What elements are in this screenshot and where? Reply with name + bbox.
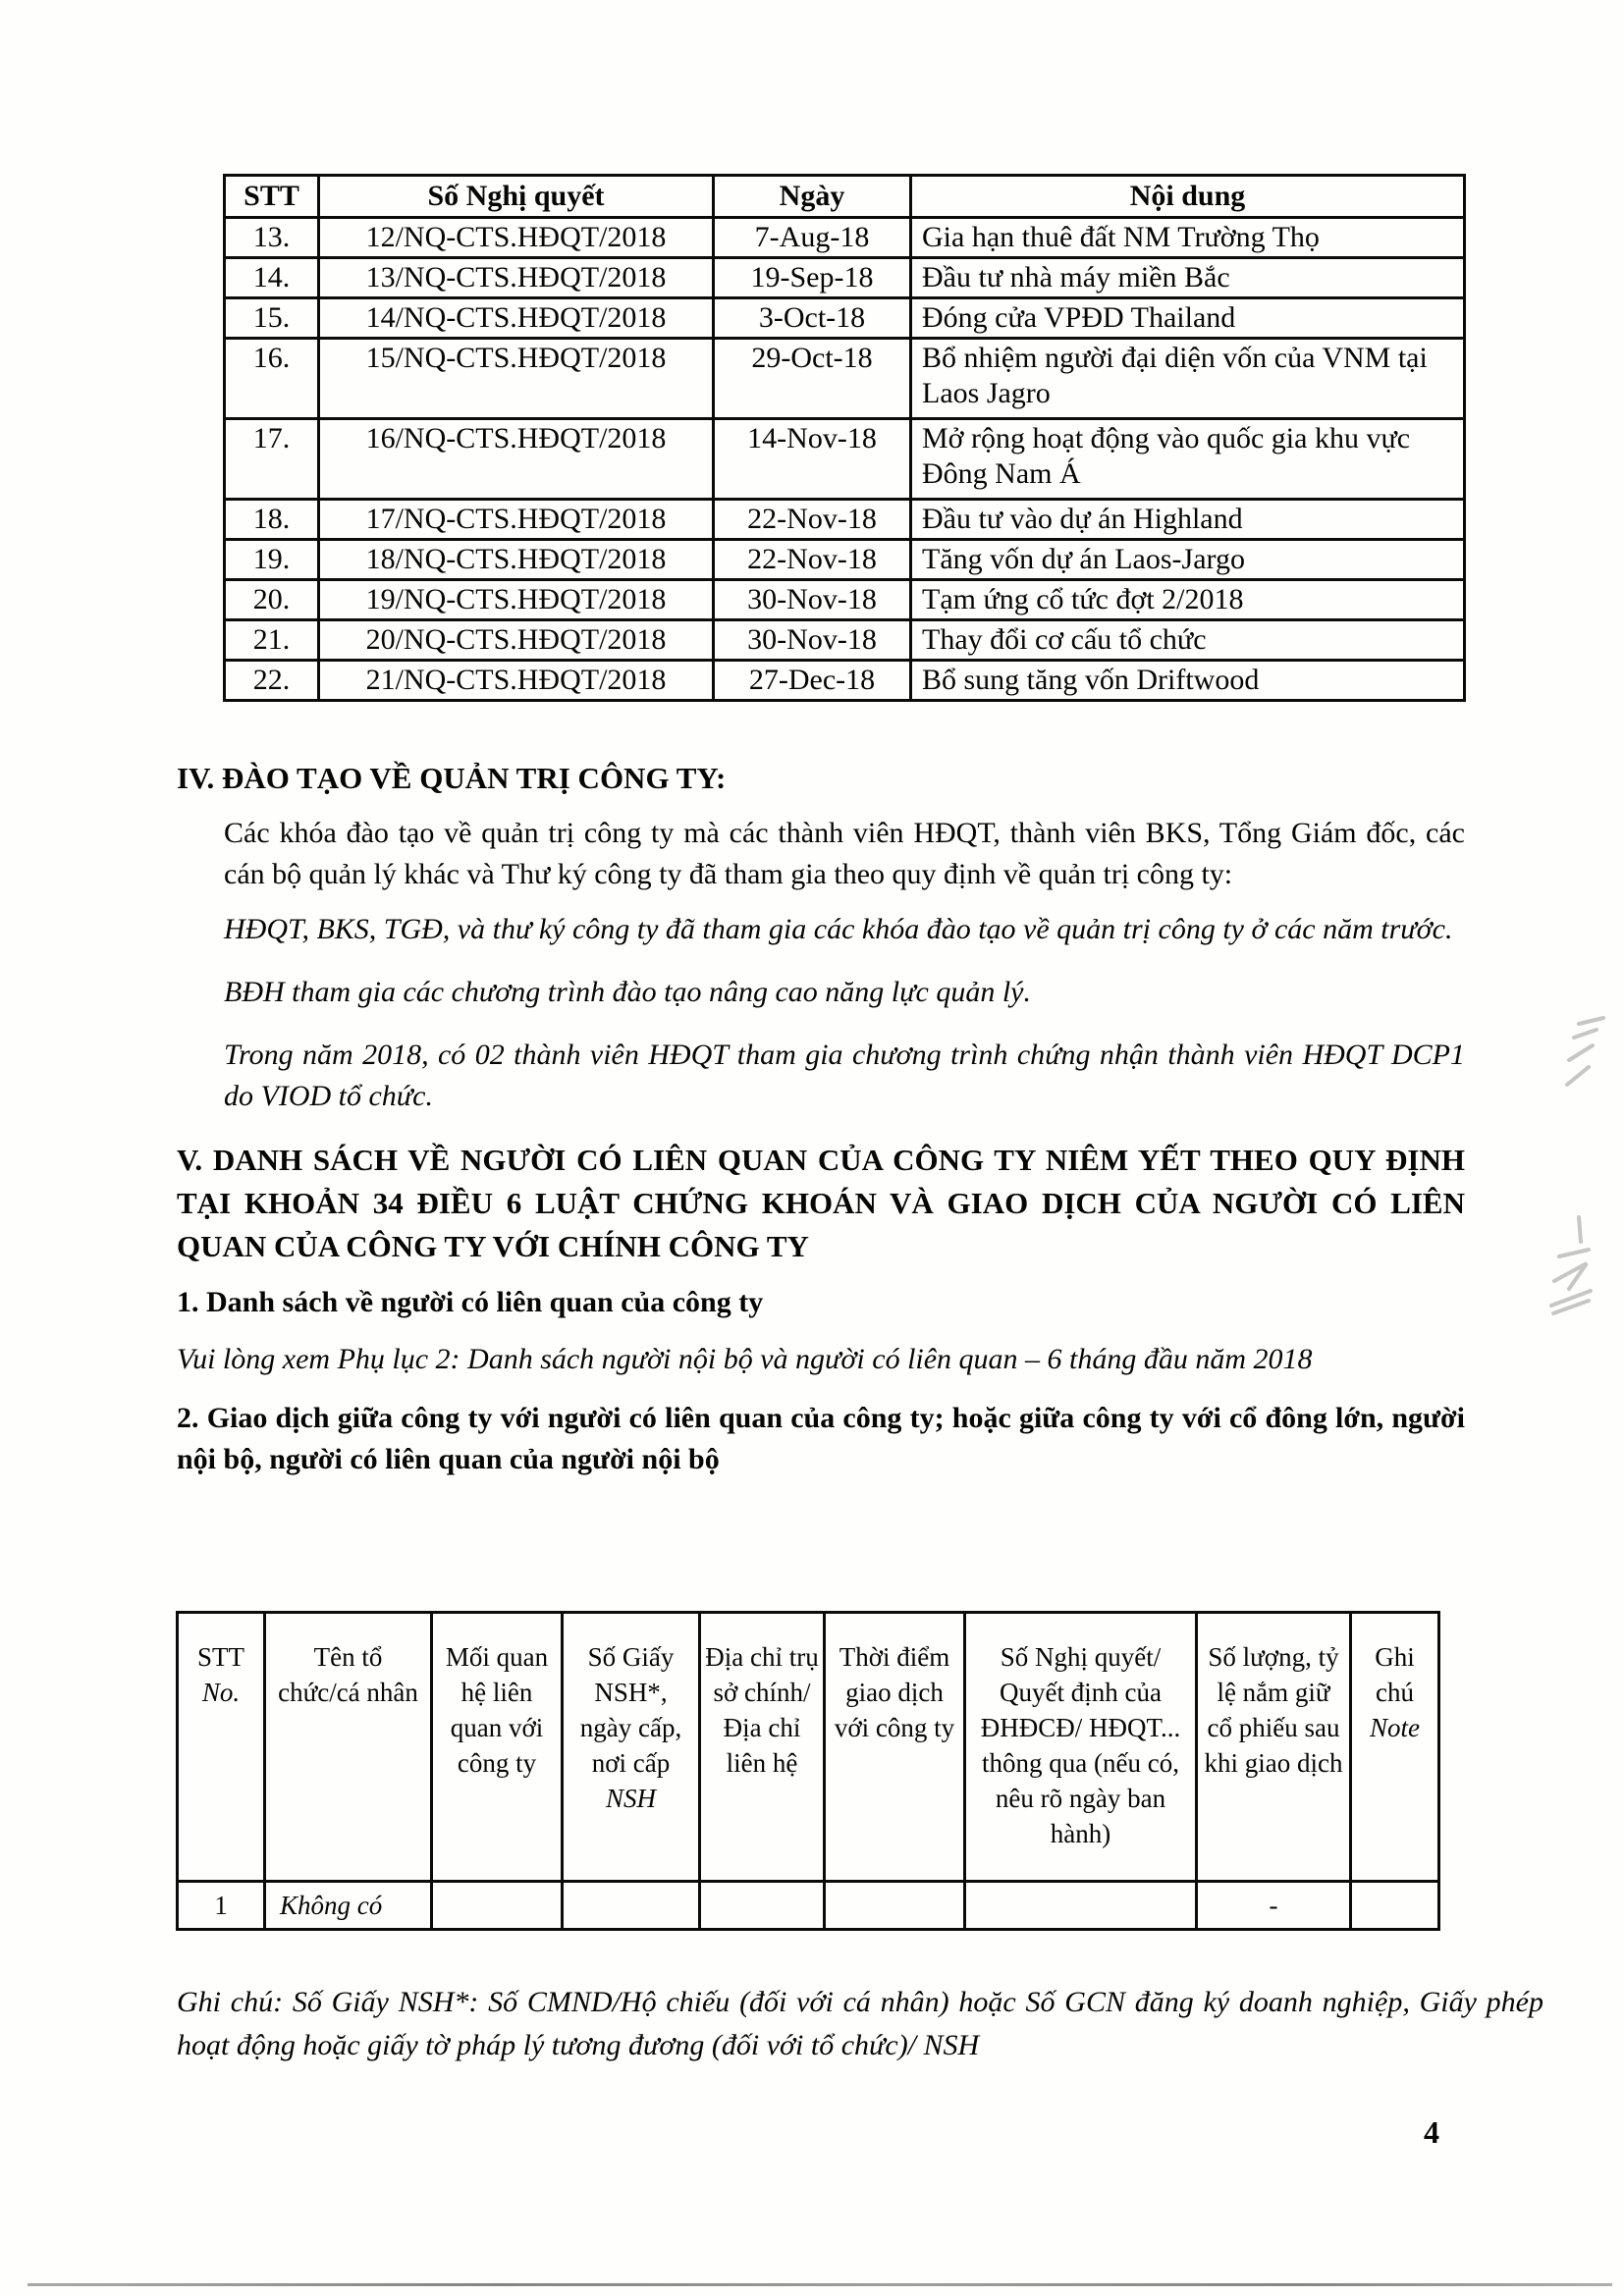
section-iv-paragraph: Các khóa đào tạo về quản trị công ty mà các thành viên HĐQT, thành viên BKS, Tổng Giám đốc, các cán bộ quản lý khác và Thư ký công ty đã tham gia theo quy định về quản trị công ty: (224, 817, 1465, 890)
table-footnote: Ghi chú: Số Giấy NSH*: Số CMND/Hộ chiếu (đối với cá nhân) hoặc Số GCN đăng ký doanh nghiệp, Giấy phép hoạt động hoặc giấy tờ pháp lý tương đương (đối với tổ chức)/ NSH (177, 1986, 1543, 2061)
header-date: Ngày (714, 176, 911, 218)
header-label: STT (196, 1642, 244, 1672)
body-text (177, 758, 1465, 1496)
cell-content: Thay đổi cơ cấu tổ chức (911, 620, 1465, 661)
cell-no: 20. (225, 580, 319, 620)
header-approving-resolution (965, 1613, 1197, 1882)
table-row (225, 620, 1465, 661)
cell-content: Tăng vốn dự án Laos-Jargo (911, 540, 1465, 580)
cell-name: Không có (265, 1882, 432, 1930)
cell-date: 3-Oct-18 (714, 298, 911, 339)
cell-content: Bổ sung tăng vốn Driftwood (911, 661, 1465, 701)
cell-no: 13. (225, 218, 319, 258)
cell-date: 14-Nov-18 (714, 419, 911, 500)
table-row (225, 580, 1465, 620)
cell-no: 22. (225, 661, 319, 701)
cell-content: Mở rộng hoạt động vào quốc gia khu vực Đông Nam Á (911, 419, 1465, 500)
cell-empty (563, 1882, 700, 1930)
cell-no: 1 (178, 1882, 265, 1930)
cell-date: 30-Nov-18 (714, 580, 911, 620)
cell-content: Tạm ứng cổ tức đợt 2/2018 (911, 580, 1465, 620)
section-v-note: Vui lòng xem Phụ lục 2: Danh sách người nội bộ và người có liên quan – 6 tháng đầu năm 2018 (177, 1343, 1313, 1375)
scan-edge-line (27, 2283, 1612, 2286)
cell-empty (432, 1882, 563, 1930)
header-address (700, 1613, 825, 1882)
cell-content: Bổ nhiệm người đại diện vốn của VNM tại Laos Jagro (911, 339, 1465, 419)
cell-content: Đầu tư vào dự án Highland (911, 500, 1465, 540)
header-label: Số Nghị quyết/ Quyết định của ĐHĐCĐ/ HĐQT... thông qua (nếu có, nêu rõ ngày ban hành) (980, 1642, 1181, 1848)
header-label: Thời điểm giao dịch với công ty (834, 1642, 955, 1742)
section-iv-title: IV. ĐÀO TẠO VỀ QUẢN TRỊ CÔNG TY: (177, 761, 727, 795)
table-header-row (225, 176, 1465, 218)
header-label: Mối quan hệ liên quan với công ty (445, 1642, 549, 1778)
related-party-table (176, 1611, 1440, 1931)
cell-empty (965, 1882, 1197, 1930)
pencil-mark (1549, 1016, 1618, 1124)
header-label: Số lượng, tỷ lệ nắm giữ cổ phiếu sau khi giao dịch (1204, 1642, 1343, 1778)
cell-no: 18. (225, 500, 319, 540)
header-label-en: NSH (605, 1784, 656, 1813)
cell-resolution: 12/NQ-CTS.HĐQT/2018 (319, 218, 714, 258)
header-label: Tên tổ chức/cá nhân (278, 1642, 418, 1707)
table-row (225, 258, 1465, 298)
cell-resolution: 17/NQ-CTS.HĐQT/2018 (319, 500, 714, 540)
header-label: Ghi chú (1375, 1642, 1415, 1707)
cell-no: 14. (225, 258, 319, 298)
resolutions-table (223, 174, 1466, 702)
header-label: Số Giấy NSH*, ngày cấp, nơi cấp (579, 1642, 682, 1778)
cell-empty (1351, 1882, 1439, 1930)
section-v-sub1: 1. Danh sách về người có liên quan của công ty (177, 1286, 764, 1318)
table-row (178, 1882, 1439, 1930)
cell-content: Gia hạn thuê đất NM Trường Thọ (911, 218, 1465, 258)
cell-resolution: 13/NQ-CTS.HĐQT/2018 (319, 258, 714, 298)
cell-content: Đóng cửa VPĐD Thailand (911, 298, 1465, 339)
header-label: Địa chỉ trụ sở chính/ Địa chỉ liên hệ (705, 1642, 819, 1778)
cell-no: 21. (225, 620, 319, 661)
table-row (225, 339, 1465, 419)
cell-no: 17. (225, 419, 319, 500)
header-org-name (265, 1613, 432, 1882)
table-row (225, 298, 1465, 339)
cell-date: 22-Nov-18 (714, 500, 911, 540)
table-row (225, 500, 1465, 540)
section-iv-italic-paragraph: HĐQT, BKS, TGĐ, và thư ký công ty đã tham gia các khóa đào tạo về quản trị công ty ở các năm trước. (224, 913, 1453, 945)
header-stt-no (178, 1613, 265, 1882)
header-content: Nội dung (911, 176, 1465, 218)
cell-date: 30-Nov-18 (714, 620, 911, 661)
section-iv-italic-paragraph: Trong năm 2018, có 02 thành viên HĐQT tham gia chương trình chứng nhận thành viên HĐQT DCP1 do VIOD tổ chức. (224, 1039, 1465, 1112)
section-v-title: V. DANH SÁCH VỀ NGƯỜI CÓ LIÊN QUAN CỦA CÔNG TY NIÊM YẾT THEO QUY ĐỊNH TẠI KHOẢN 34 ĐIỀU 6 LUẬT CHỨNG KHOÁN VÀ GIAO DỊCH CỦA NGƯỜI CÓ LIÊN QUAN CỦA CÔNG TY VỚI CHÍNH CÔNG TY (177, 1143, 1465, 1263)
cell-content: Đầu tư nhà máy miền Bắc (911, 258, 1465, 298)
page-number: 4 (1424, 2114, 1439, 2150)
cell-no: 19. (225, 540, 319, 580)
cell-empty (825, 1882, 965, 1930)
table-row (225, 419, 1465, 500)
header-shares-held (1197, 1613, 1351, 1882)
cell-empty (700, 1882, 825, 1930)
cell-no: 16. (225, 339, 319, 419)
section-v-sub2: 2. Giao dịch giữa công ty với người có liên quan của công ty; hoặc giữa công ty với cổ đông lớn, người nội bộ, người có liên quan của người nội bộ (177, 1402, 1465, 1475)
cell-resolution: 15/NQ-CTS.HĐQT/2018 (319, 339, 714, 419)
table-row (225, 218, 1465, 258)
cell-resolution: 20/NQ-CTS.HĐQT/2018 (319, 620, 714, 661)
table-row (225, 661, 1465, 701)
cell-date: 29-Oct-18 (714, 339, 911, 419)
header-transaction-time (825, 1613, 965, 1882)
cell-resolution: 21/NQ-CTS.HĐQT/2018 (319, 661, 714, 701)
table-row (225, 540, 1465, 580)
header-notes (1351, 1613, 1439, 1882)
cell-date: 27-Dec-18 (714, 661, 911, 701)
cell-resolution: 19/NQ-CTS.HĐQT/2018 (319, 580, 714, 620)
table-header-row (178, 1613, 1439, 1882)
header-relationship (432, 1613, 563, 1882)
cell-resolution: 14/NQ-CTS.HĐQT/2018 (319, 298, 714, 339)
cell-quantity: - (1197, 1882, 1351, 1930)
section-iv-italic-paragraph: BĐH tham gia các chương trình đào tạo nâng cao năng lực quản lý. (224, 976, 1031, 1008)
pencil-mark (1540, 1212, 1618, 1320)
cell-resolution: 16/NQ-CTS.HĐQT/2018 (319, 419, 714, 500)
header-label-en: No. (201, 1678, 241, 1707)
header-id-number (563, 1613, 700, 1882)
header-stt: STT (225, 176, 319, 218)
header-resolution-number: Số Nghị quyết (319, 176, 714, 218)
cell-date: 22-Nov-18 (714, 540, 911, 580)
cell-no: 15. (225, 298, 319, 339)
cell-resolution: 18/NQ-CTS.HĐQT/2018 (319, 540, 714, 580)
cell-date: 19-Sep-18 (714, 258, 911, 298)
header-label-en: Note (1370, 1713, 1420, 1742)
cell-date: 7-Aug-18 (714, 218, 911, 258)
